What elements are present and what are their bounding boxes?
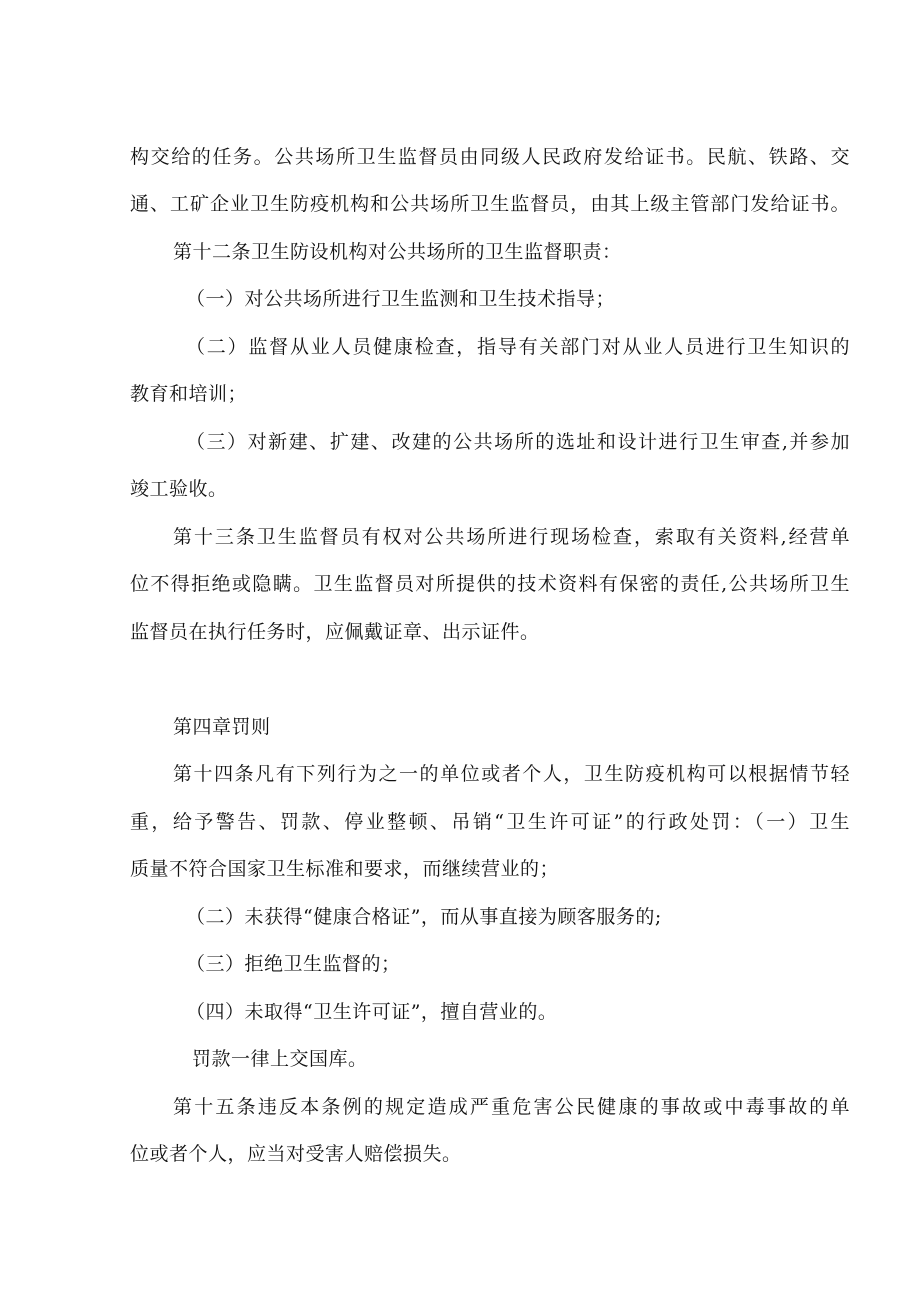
fines-note: 罚款一律上交国库。 <box>192 1048 368 1070</box>
article-12-item-2-line-2: 教育和培训； <box>130 383 248 405</box>
article-14-item-2: （二）未获得“健康合格证”，而从事直接为顾客服务的; <box>186 906 662 928</box>
article-12-item-3-line-2: 竣工验收。 <box>130 478 228 500</box>
article-12-item-2-line-1: （二）监督从业人员健康检查，指导有关部门对从业人员进行卫生知识的 <box>186 336 850 358</box>
text-line-2: 通、工矿企业卫生防疫机构和公共场所卫生监督员，由其上级主管部门发给证书。 <box>130 193 850 215</box>
text-line-1: 构交给的任务。公共场所卫生监督员由同级人民政府发给证书。民航、铁路、交 <box>130 146 850 168</box>
chapter-4-title: 第四章罚则 <box>173 716 271 738</box>
article-14-line-3: 质量不符合国家卫生标准和要求，而继续营业的； <box>130 858 560 880</box>
article-13-line-1: 第十三条卫生监督员有权对公共场所进行现场检查，索取有关资料,经营单 <box>173 526 850 548</box>
article-12-heading: 第十二条卫生防设机构对公共场所的卫生监督职责： <box>173 241 622 263</box>
article-15-line-2: 位或者个人，应当对受害人赔偿损失。 <box>130 1143 462 1165</box>
article-14-line-2: 重，给予警告、罚款、停业整顿、吊销“卫生许可证”的行政处罚：（一）卫生 <box>130 811 850 833</box>
article-14-line-1: 第十四条凡有下列行为之一的单位或者个人，卫生防疫机构可以根据情节轻 <box>173 763 850 785</box>
article-14-item-4: （四）未取得“卫生许可证”，擅自营业的。 <box>186 1001 558 1023</box>
article-12-item-1: （一）对公共场所进行卫生监测和卫生技术指导； <box>186 288 616 310</box>
article-12-item-3-line-1: （三）对新建、扩建、改建的公共场所的选址和设计进行卫生审查,并参加 <box>186 431 850 453</box>
article-15-line-1: 第十五条违反本条例的规定造成严重危害公民健康的事故或中毒事故的单 <box>173 1096 850 1118</box>
article-13-line-2: 位不得拒绝或隐瞒。卫生监督员对所提供的技术资料有保密的责任,公共场所卫生 <box>130 573 850 595</box>
article-14-item-3: （三）拒绝卫生监督的； <box>186 953 401 975</box>
article-13-line-3: 监督员在执行任务时，应佩戴证章、出示证件。 <box>130 621 540 643</box>
